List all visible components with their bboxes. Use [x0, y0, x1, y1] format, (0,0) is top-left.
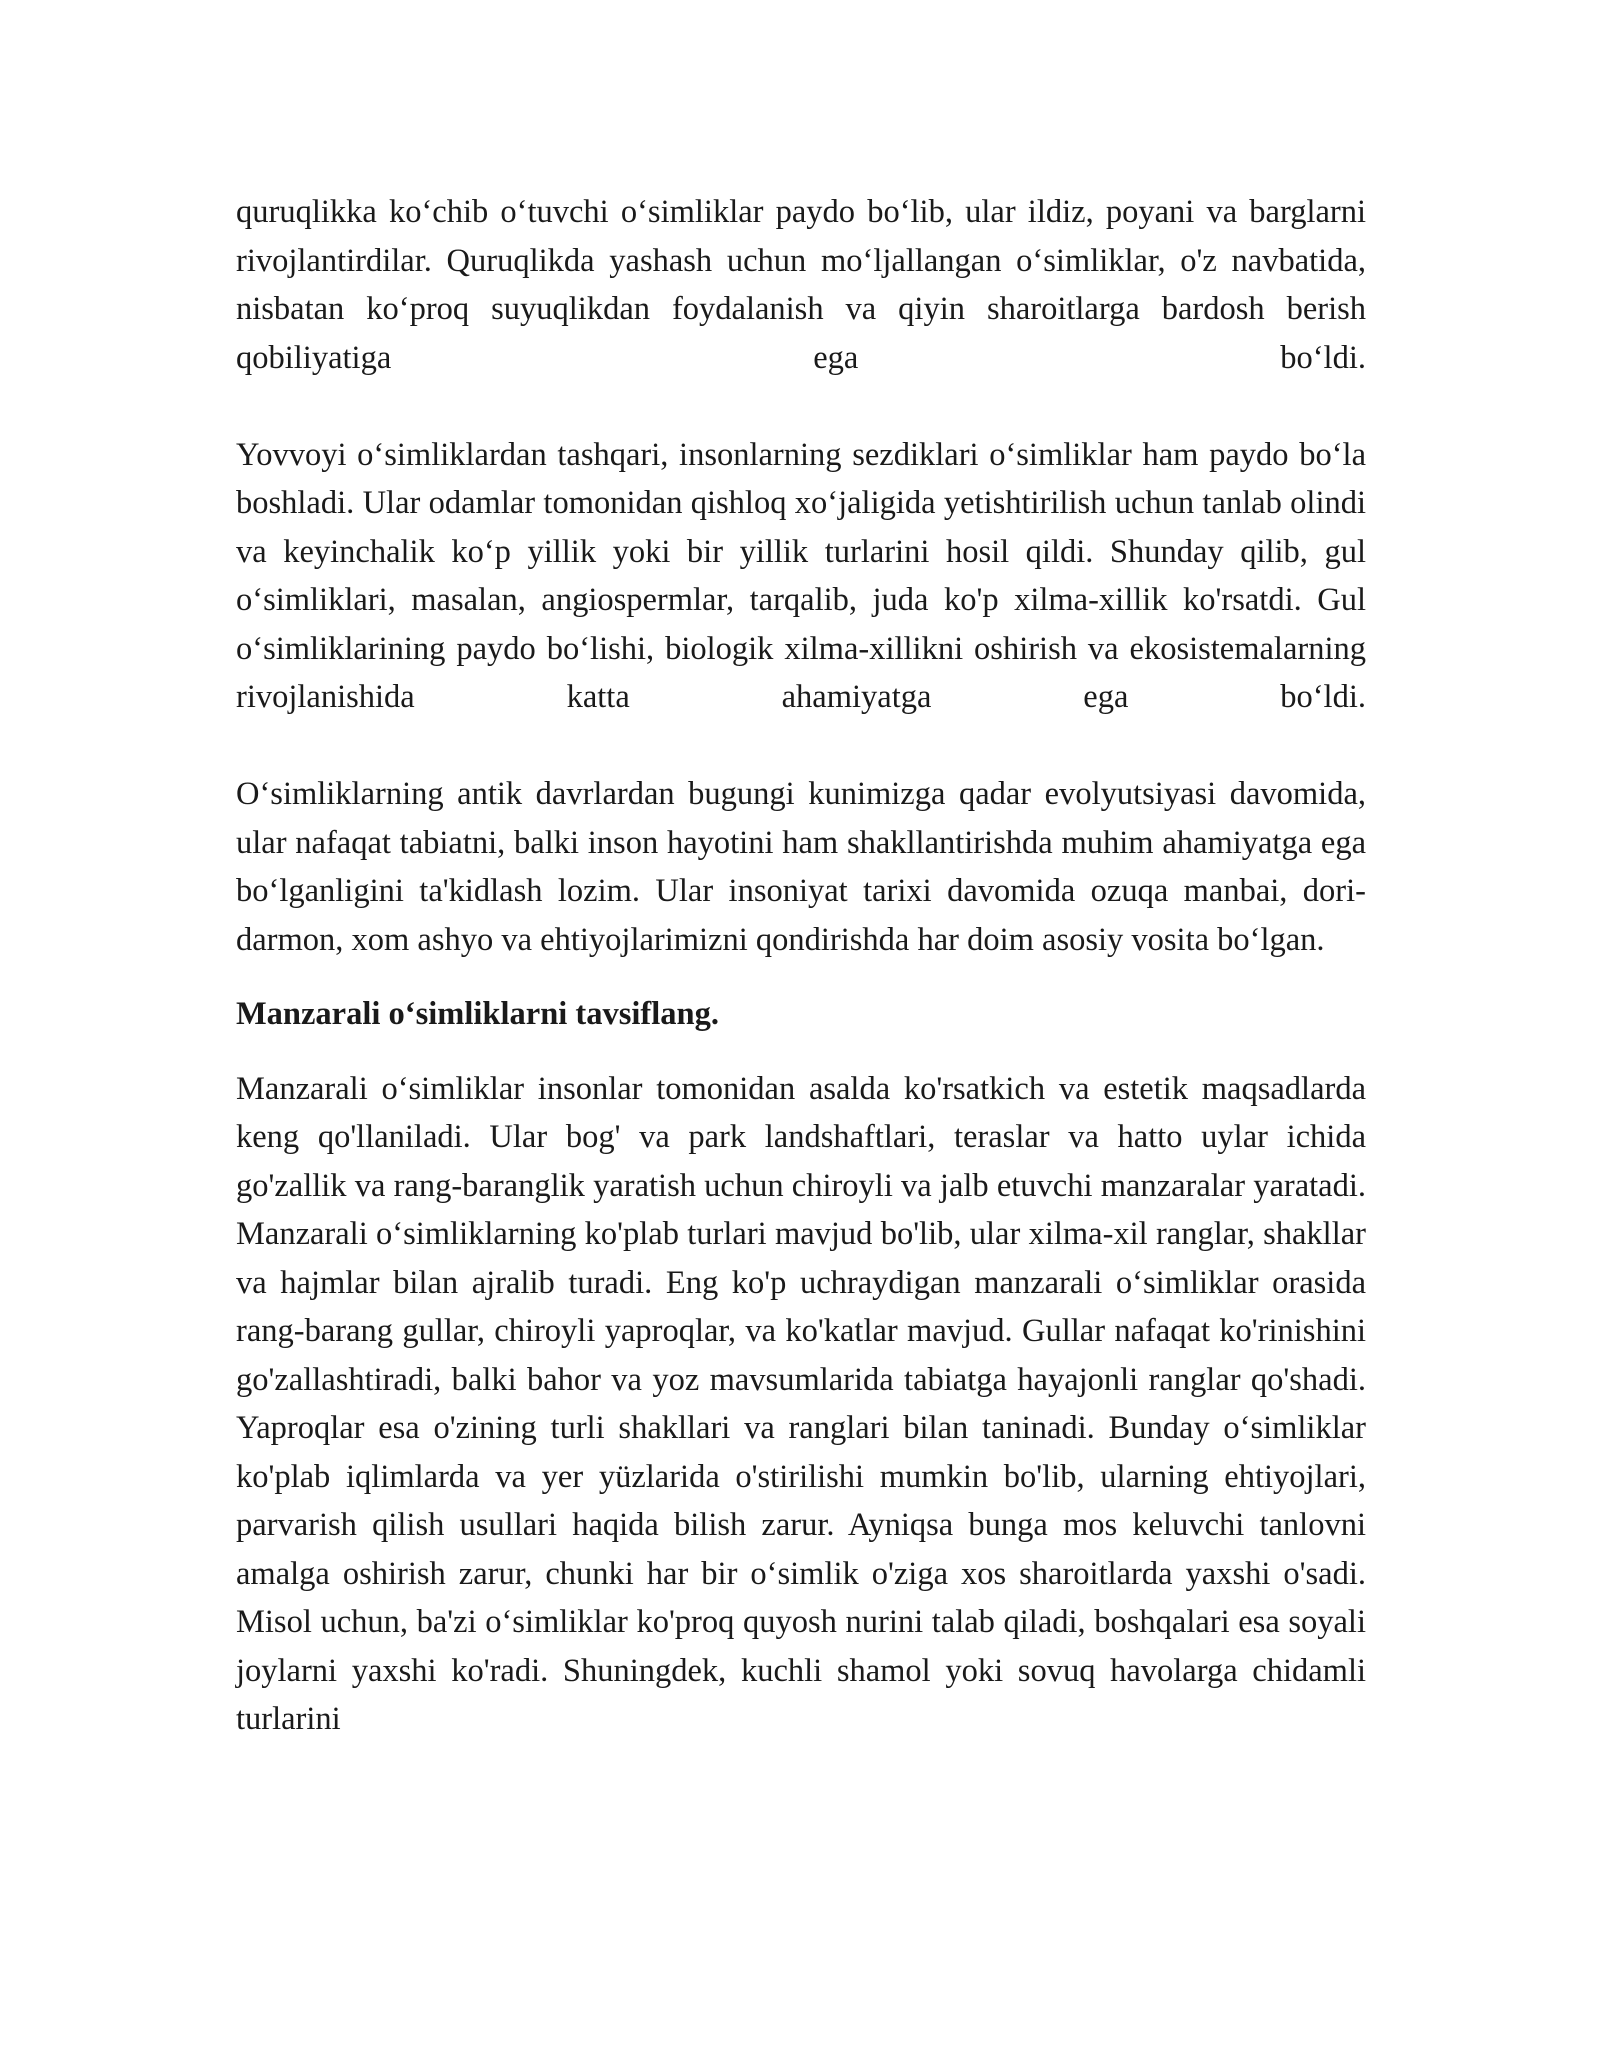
paragraph-2: Yovvoyi oʻsimliklardan tashqari, insonlarning sezdiklari oʻsimliklar ham paydo boʻla boshladi. Ular odamlar tomonidan qishloq xoʻjaligida yetishtirilish uchun tanlab olindi va keyinchalik koʻp yillik yoki bir yillik turlarini hosil qildi. Shunday qilib, gul oʻsimliklari, masalan, angiospermlar, tarqalib, juda ko'p xilma-xillik ko'rsatdi. Gul oʻsimliklarining paydo boʻlishi, biologik xilma-xillikni oshirish va ekosistemalarning rivojlanishida katta ahamiyatga ega boʻldi.	[236, 436, 1366, 715]
paragraph-spacer	[236, 382, 1366, 431]
paragraph-spacer	[236, 722, 1366, 771]
paragraph-3: Oʻsimliklarning antik davrlardan bugungi kunimizga qadar evolyutsiyasi davomida, ular nafaqat tabiatni, balki inson hayotini ham shakllantirishda muhim ahamiyatga ega boʻlganligini ta'kidlash lozim. Ular insoniyat tarixi davomida ozuqa manbai, dori-darmon, xom ashyo va ehtiyojlarimizni qondirishda har doim asosiy vosita boʻlgan.	[236, 776, 1366, 958]
document-page	[236, 188, 1366, 1744]
section-heading: Manzarali oʻsimliklarni tavsiflang.	[236, 996, 719, 1032]
paragraph-spacer	[236, 1039, 1366, 1065]
paragraph-4: Manzarali oʻsimliklar insonlar tomonidan asalda ko'rsatkich va estetik maqsadlarda keng qo'llaniladi. Ular bog' va park landshaftlari, teraslar va hatto uylar ichida go'zallik va rang-baranglik yaratish uchun chiroyli va jalb etuvchi manzaralar yaratadi. Manzarali oʻsimliklarning ko'plab turlari mavjud bo'lib, ular xilma-xil ranglar, shakllar va hajmlar bilan ajralib turadi. Eng ko'p uchraydigan manzarali oʻsimliklar orasida rang-barang gullar, chiroyli yaproqlar, va ko'katlar mavjud. Gullar nafaqat ko'rinishini go'zallashtiradi, balki bahor va yoz mavsumlarida tabiatga hayajonli ranglar qo'shadi. Yaproqlar esa o'zining turli shakllari va ranglari bilan taninadi. Bunday oʻsimliklar ko'plab iqlimlarda va yer yüzlarida o'stirilishi mumkin bo'lib, ularning ehtiyojlari, parvarish qilish usullari haqida bilish zarur. Ayniqsa bunga mos keluvchi tanlovni amalga oshirish zarur, chunki har bir oʻsimlik o'ziga xos sharoitlarda yaxshi o'sadi. Misol uchun, ba'zi oʻsimliklar ko'proq quyosh nurini talab qiladi, boshqalari esa soyali joylarni yaxshi ko'radi. Shuningdek, kuchli shamol yoki sovuq havolarga chidamli turlarini	[236, 1070, 1366, 1737]
paragraph-1: quruqlikka koʻchib oʻtuvchi oʻsimliklar paydo boʻlib, ular ildiz, poyani va barglarni rivojlantirdilar. Quruqlikda yashash uchun moʻljallangan oʻsimliklar, o'z navbatida, nisbatan koʻproq suyuqlikdan foydalanish va qiyin sharoitlarga bardosh berish qobiliyatiga ega boʻldi.	[236, 194, 1366, 376]
paragraph-spacer	[236, 964, 1366, 990]
